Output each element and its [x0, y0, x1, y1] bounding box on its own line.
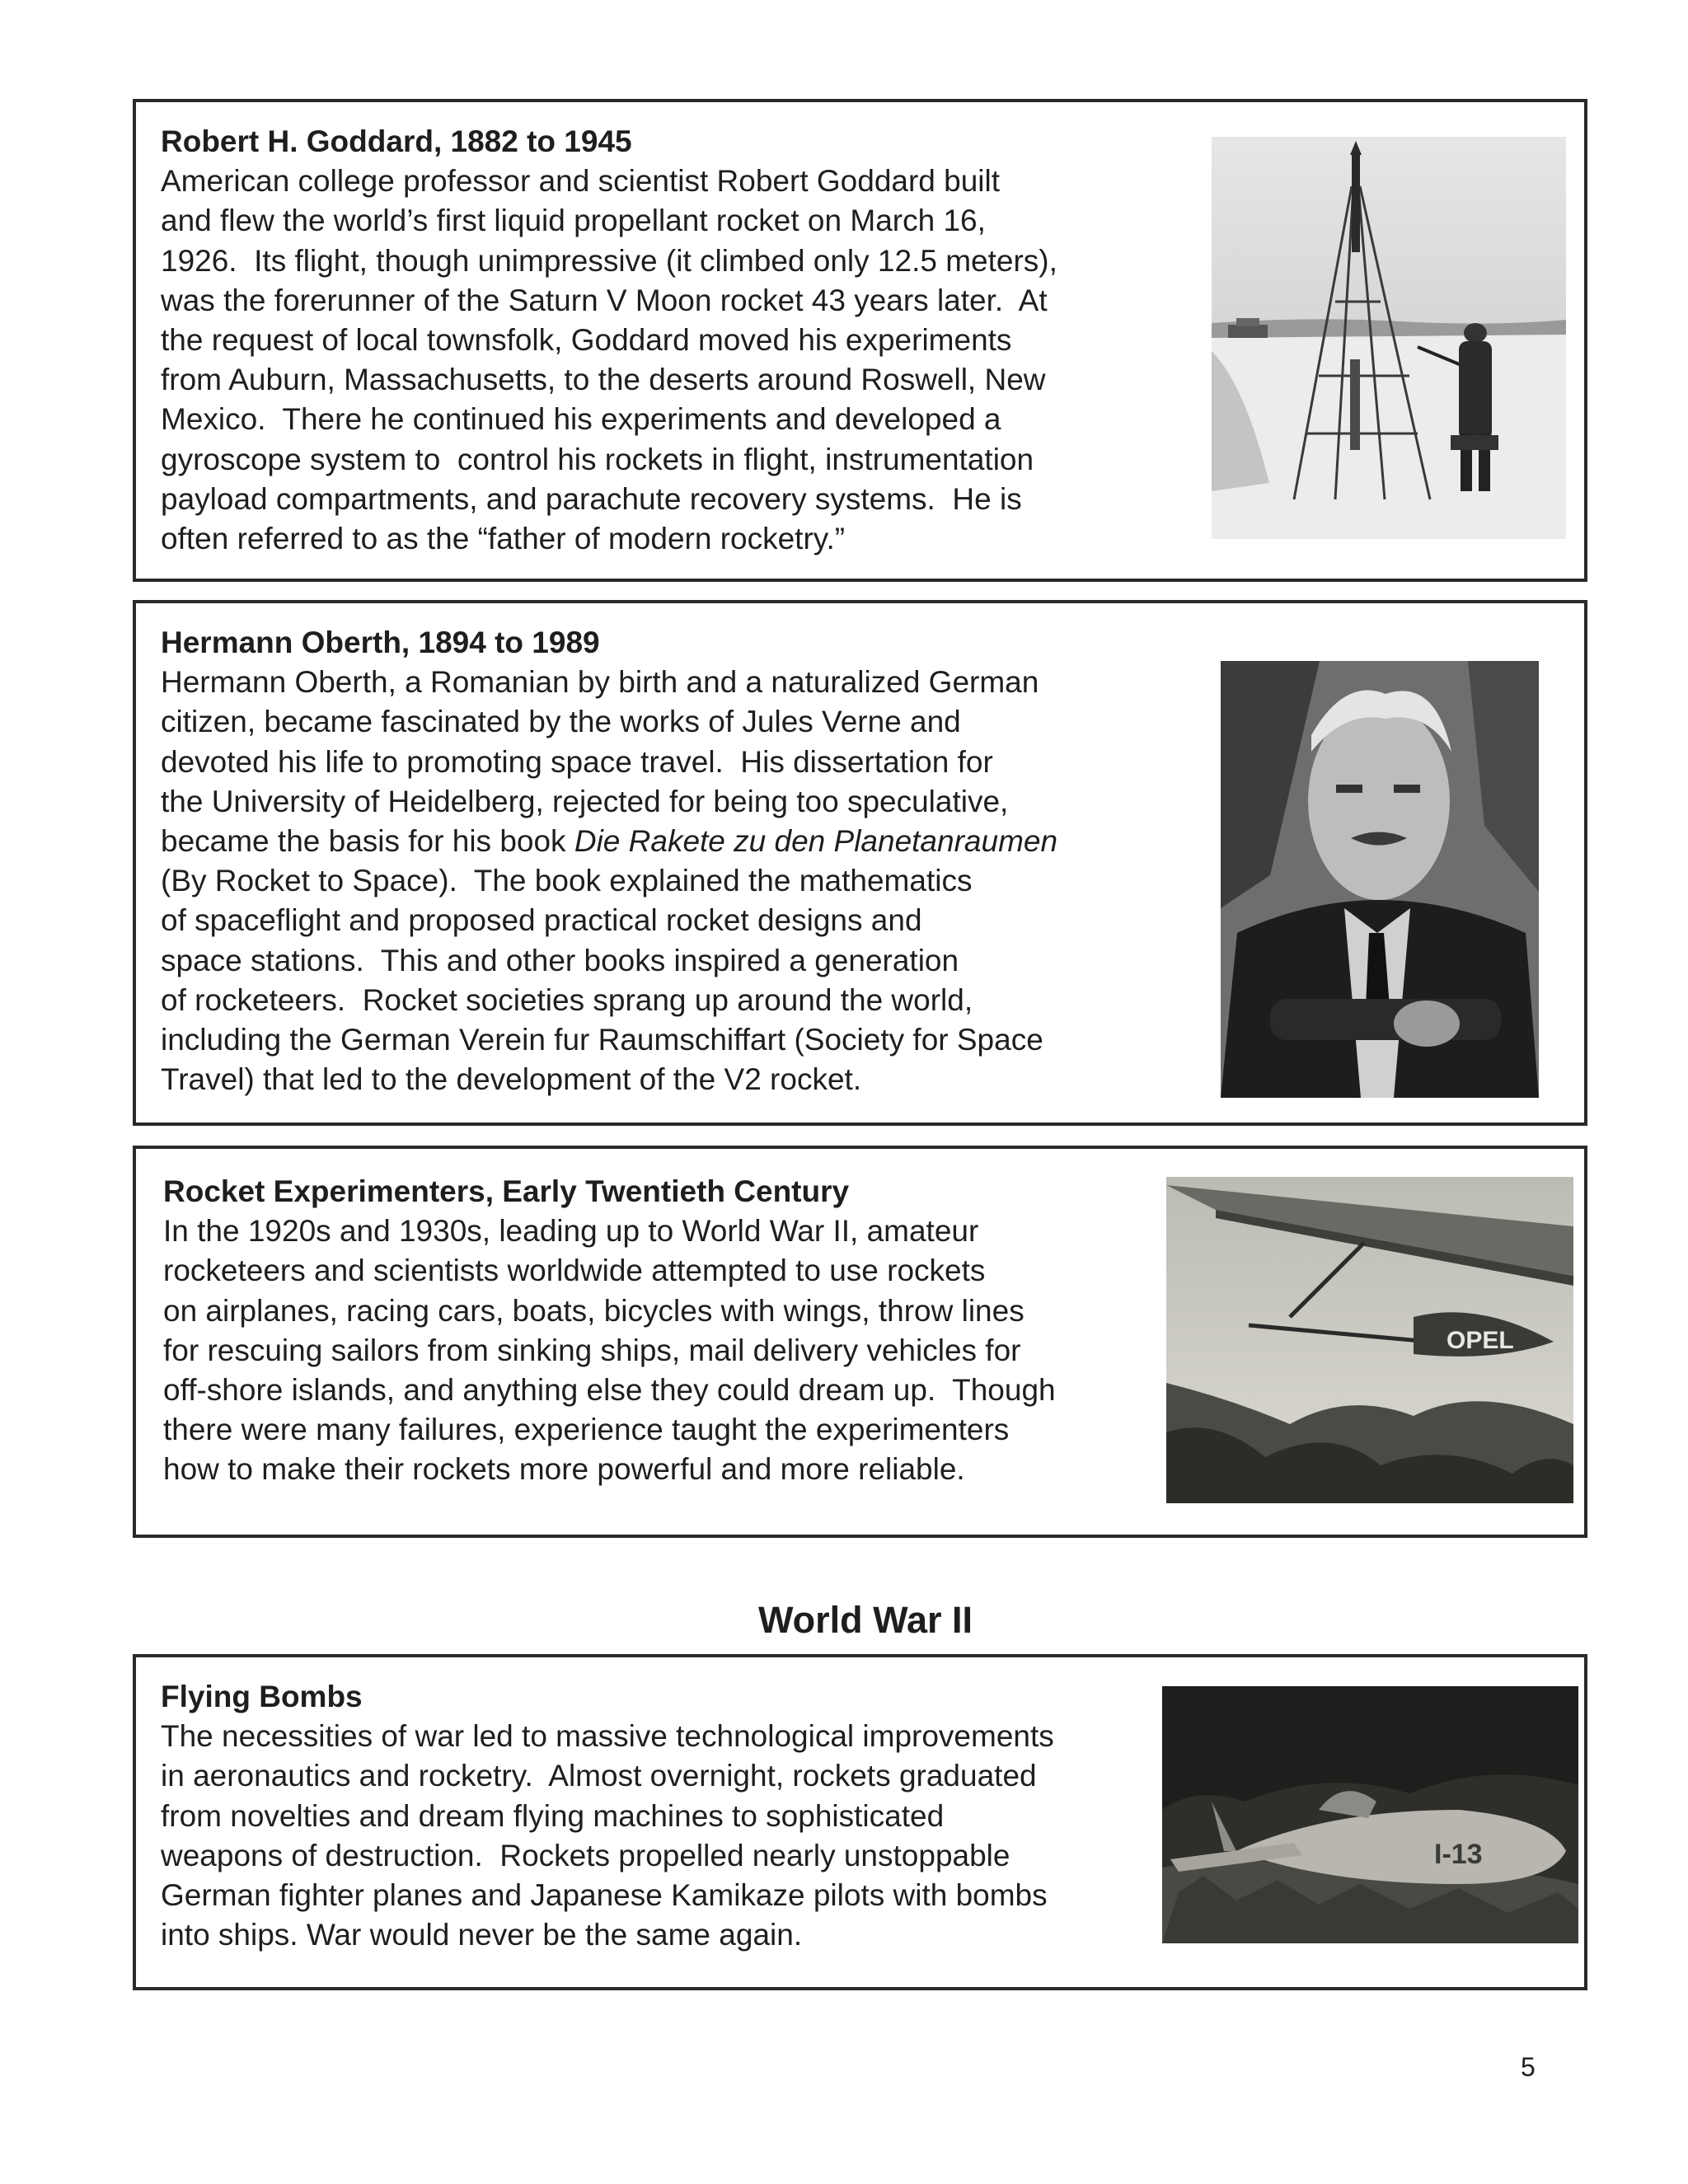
- body-line: Travel) that led to the development of the V2 rocket.: [161, 1062, 862, 1097]
- body-line: the request of local townsfolk, Goddard moved his experiments: [161, 323, 1012, 358]
- body-line: payload compartments, and parachute recovery systems. He is: [161, 481, 1022, 516]
- goddard-text: [161, 122, 1057, 559]
- body-line: including the German Verein fur Raumschiffart (Society for Space: [161, 1023, 1043, 1057]
- body-line: The necessities of war led to massive technological improvements: [161, 1719, 1054, 1754]
- body-line: from novelties and dream flying machines to sophisticated: [161, 1798, 945, 1833]
- body-line: from Auburn, Massachusetts, to the deserts around Roswell, New: [161, 363, 1046, 397]
- body-line: citizen, became fascinated by the works of Jules Verne and: [161, 705, 961, 739]
- oberth-portrait-photo: [1221, 661, 1539, 1098]
- body-line: Mexico. There he continued his experiments and developed a: [161, 402, 1001, 437]
- body-line: gyroscope system to control his rockets in flight, instrumentation: [161, 442, 1034, 476]
- body-line: of spaceflight and proposed practical rocket designs and: [161, 903, 922, 938]
- body-line: was the forerunner of the Saturn V Moon rocket 43 years later. At: [161, 283, 1048, 317]
- page-number: 5: [1521, 2052, 1536, 2082]
- body-line: space stations. This and other books inspired a generation: [161, 943, 959, 977]
- body-line-lead: became the basis for his book: [161, 824, 574, 859]
- flying-bombs-title: Flying Bombs: [161, 1680, 363, 1713]
- body-line: rocketeers and scientists worldwide attempted to use rockets: [163, 1254, 986, 1288]
- body-line: 1926. Its flight, though unimpressive (it climbed only 12.5 meters),: [161, 243, 1057, 278]
- flying-bombs-section: [133, 1654, 1587, 1990]
- body-line: (By Rocket to Space). The book explained the mathematics: [161, 864, 973, 898]
- goddard-section: [133, 99, 1587, 582]
- book-title: Die Rakete zu den Planetanraumen: [574, 824, 1058, 859]
- experimenters-text: [163, 1172, 1056, 1490]
- svg-text:OPEL: OPEL: [1447, 1327, 1514, 1354]
- body-line: American college professor and scientist Robert Goddard built: [161, 164, 1001, 199]
- body-line: the University of Heidelberg, rejected for being too speculative,: [161, 784, 1009, 818]
- oberth-section: [133, 600, 1587, 1126]
- body-line: on airplanes, racing cars, boats, bicycles with wings, throw lines: [163, 1293, 1025, 1328]
- rocket-glider-photo: [1166, 1177, 1573, 1503]
- goddard-rocket-photo: [1212, 137, 1566, 539]
- body-line: often referred to as the “father of modern rocketry.”: [161, 522, 846, 556]
- body-line: Hermann Oberth, a Romanian by birth and a naturalized German: [161, 665, 1039, 700]
- svg-text:I-13: I-13: [1434, 1839, 1483, 1870]
- body-line: and flew the world’s first liquid propellant rocket on March 16,: [161, 204, 986, 238]
- body-line: devoted his life to promoting space travel. His dissertation for: [161, 744, 993, 779]
- oberth-text: [161, 623, 1057, 1099]
- goddard-title: Robert H. Goddard, 1882 to 1945: [161, 124, 632, 158]
- body-line: in aeronautics and rocketry. Almost overnight, rockets graduated: [161, 1759, 1037, 1793]
- experimenters-title: Rocket Experimenters, Early Twentieth Century: [163, 1174, 850, 1208]
- body-line: how to make their rockets more powerful and more reliable.: [163, 1452, 965, 1487]
- body-line: into ships. War would never be the same again.: [161, 1918, 803, 1952]
- experimenters-section: [133, 1146, 1587, 1538]
- body-line: In the 1920s and 1930s, leading up to World War II, amateur: [163, 1214, 979, 1249]
- world-war-ii-heading: World War II: [757, 1599, 973, 1641]
- body-line: off-shore islands, and anything else they could dream up. Though: [163, 1373, 1056, 1408]
- body-line: weapons of destruction. Rockets propelled nearly unstoppable: [161, 1838, 1010, 1872]
- oberth-title: Hermann Oberth, 1894 to 1989: [161, 626, 600, 659]
- flying-bomb-photo: [1162, 1686, 1578, 1943]
- body-line: for rescuing sailors from sinking ships, mail delivery vehicles for: [163, 1333, 1021, 1367]
- body-line: German fighter planes and Japanese Kamikaze pilots with bombs: [161, 1878, 1048, 1913]
- flying-bombs-text: [161, 1677, 1054, 1955]
- body-line: of rocketeers. Rocket societies sprang up around the world,: [161, 982, 973, 1017]
- body-line-with-book: [161, 822, 1057, 861]
- body-line: there were many failures, experience taught the experimenters: [163, 1413, 1010, 1447]
